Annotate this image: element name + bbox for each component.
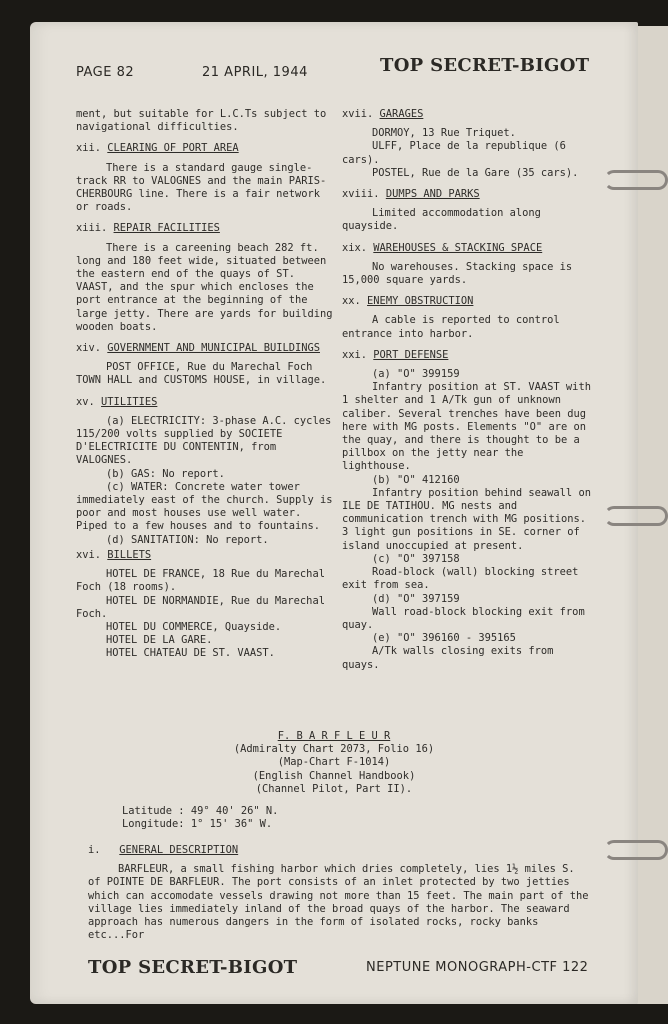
section-body: POST OFFICE, Rue du Marechal Foch TOWN HALL and CUSTOMS HOUSE, in village. bbox=[76, 361, 327, 387]
binder-ring bbox=[604, 170, 666, 192]
defense-ref: (a) "O" 399159 bbox=[372, 368, 460, 381]
billet-item: HOTEL CHATEAU DE ST. VAAST. bbox=[106, 647, 275, 660]
section-heading: i. GENERAL DESCRIPTION bbox=[88, 844, 239, 856]
garage-item: DORMOY, 13 Rue Triquet. bbox=[372, 127, 516, 140]
document-page bbox=[30, 22, 638, 1004]
section-heading: xviii. DUMPS AND PARKS bbox=[342, 188, 480, 201]
binder-ring bbox=[604, 840, 666, 862]
section-heading: xix. WAREHOUSES & STACKING SPACE bbox=[342, 241, 543, 254]
billet-item: HOTEL DU COMMERCE, Quayside. bbox=[106, 620, 282, 633]
defense-text: A/Tk walls closing exits from quays. bbox=[342, 645, 554, 671]
garage-item: ULFF, Place de la republique (6 cars). bbox=[342, 140, 566, 166]
section-heading: xvi. BILLETS bbox=[76, 548, 152, 561]
binder-ring bbox=[604, 506, 666, 528]
section-heading: xiv. GOVERNMENT AND MUNICIPAL BUILDINGS bbox=[76, 342, 320, 355]
section-heading: xx. ENEMY OBSTRUCTION bbox=[342, 295, 474, 308]
defense-ref: (b) "O" 412160 bbox=[372, 473, 460, 486]
utility-item: (b) GAS: No report. bbox=[106, 467, 225, 480]
billet-item: HOTEL DE NORMANDIE, Rue du Marechal Foch. bbox=[76, 594, 325, 620]
section-heading: xvii. GARAGES bbox=[342, 108, 424, 120]
section-body: BARFLEUR, a small fishing harbor which dries completely, lies 1½ miles S. of POINTE DE BARFLEUR. The port consists of an inlet protected by two jetties which can accomodate vessels drawing not more than 15 feet. The main part of the village lies immediately inland of the broad quays of the harbor. The seaward approach has numerous dangers in the form of isolated rocks, rocky banks etc...For bbox=[88, 863, 589, 942]
section-f-title: F. B A R F L E U R bbox=[277, 730, 391, 742]
latitude-row: Latitude : 49° 40' 26" N. bbox=[122, 805, 279, 817]
coordinates bbox=[122, 805, 422, 831]
defense-text: Infantry position behind seawall on ILE DE TATIHOU. MG nests and communication trench with MG positions. 3 light gun positions in SE. corner of island unoccupied at present. bbox=[342, 486, 591, 552]
chart-reference: (English Channel Handbook) bbox=[252, 769, 416, 782]
defense-ref: (d) "O" 397159 bbox=[372, 592, 460, 605]
left-column bbox=[76, 108, 334, 661]
longitude-row: Longitude: 1° 15' 36" W. bbox=[122, 818, 273, 831]
defense-text: Infantry position at ST. VAAST with 1 shelter and 1 A/Tk gun of unknown caliber. Several trenches have been dug here with MG posts. Elements "O" are on the quay, and there is thought to be a pillbox on the jetty near the lighthouse. bbox=[342, 381, 591, 473]
monograph-footer: NEPTUNE MONOGRAPH-CTF 122 bbox=[366, 960, 589, 975]
section-body: No warehouses. Stacking space is 15,000 square yards. bbox=[342, 260, 573, 287]
defense-text: Wall road-block blocking exit from quay. bbox=[342, 605, 585, 631]
classification-footer: TOP SECRET-BIGOT bbox=[88, 957, 298, 978]
garage-item: POSTEL, Rue de la Gare (35 cars). bbox=[372, 166, 579, 179]
defense-text: Road-block (wall) blocking street exit from sea. bbox=[342, 566, 579, 592]
utility-item: (d) SANITATION: No report. bbox=[106, 533, 269, 546]
section-heading: xii. CLEARING OF PORT AREA bbox=[76, 142, 239, 155]
section-body: A cable is reported to control entrance into harbor. bbox=[342, 314, 560, 340]
section-heading: xxi. PORT DEFENSE bbox=[342, 348, 449, 361]
right-column bbox=[342, 108, 592, 672]
section-body: Limited accommodation along quayside. bbox=[342, 207, 541, 233]
classification-header: TOP SECRET-BIGOT bbox=[380, 55, 590, 76]
section-body: There is a standard gauge single-track RR to VALOGNES and the main PARIS-CHERBOURG line. There is a fair network or roads. bbox=[76, 161, 327, 214]
general-description bbox=[88, 844, 592, 946]
chart-reference: (Channel Pilot, Part II). bbox=[255, 782, 413, 795]
chart-reference: (Admiralty Chart 2073, Folio 16) bbox=[233, 743, 435, 756]
section-body: There is a careening beach 282 ft. long and 180 feet wide, situated between the eastern end of the quays of ST. VAAST, and the spur which encloses the port entrance at the beginning of the large jetty. There are yards for building wooden boats. bbox=[76, 241, 333, 333]
page-number: PAGE 82 bbox=[76, 65, 135, 80]
section-heading: xiii. REPAIR FACILITIES bbox=[76, 222, 220, 235]
intro-text: ment, but suitable for L.C.Ts subject to navigational difficulties. bbox=[76, 108, 327, 134]
defense-ref: (e) "O" 396160 - 395165 bbox=[372, 632, 516, 645]
section-f-header bbox=[76, 730, 592, 796]
billet-item: HOTEL DE FRANCE, 18 Rue du Marechal Foch (18 rooms). bbox=[76, 568, 325, 594]
chart-reference: (Map-Chart F-1014) bbox=[277, 756, 391, 769]
section-heading: xv. UTILITIES bbox=[76, 395, 158, 408]
page-date: 21 APRIL, 1944 bbox=[202, 65, 308, 80]
defense-ref: (c) "O" 397158 bbox=[372, 552, 460, 565]
utility-item: (c) WATER: Concrete water tower immediately east of the church. Supply is poor and most houses use well water. Piped to a few houses and to fountains. bbox=[76, 480, 333, 533]
billet-item: HOTEL DE LA GARE. bbox=[106, 634, 213, 647]
utility-item: (a) ELECTRICITY: 3-phase A.C. cycles 115/200 volts supplied by SOCIETE D'ELECTRICITE DU CONTENTIN, from VALOGNES. bbox=[76, 414, 332, 467]
